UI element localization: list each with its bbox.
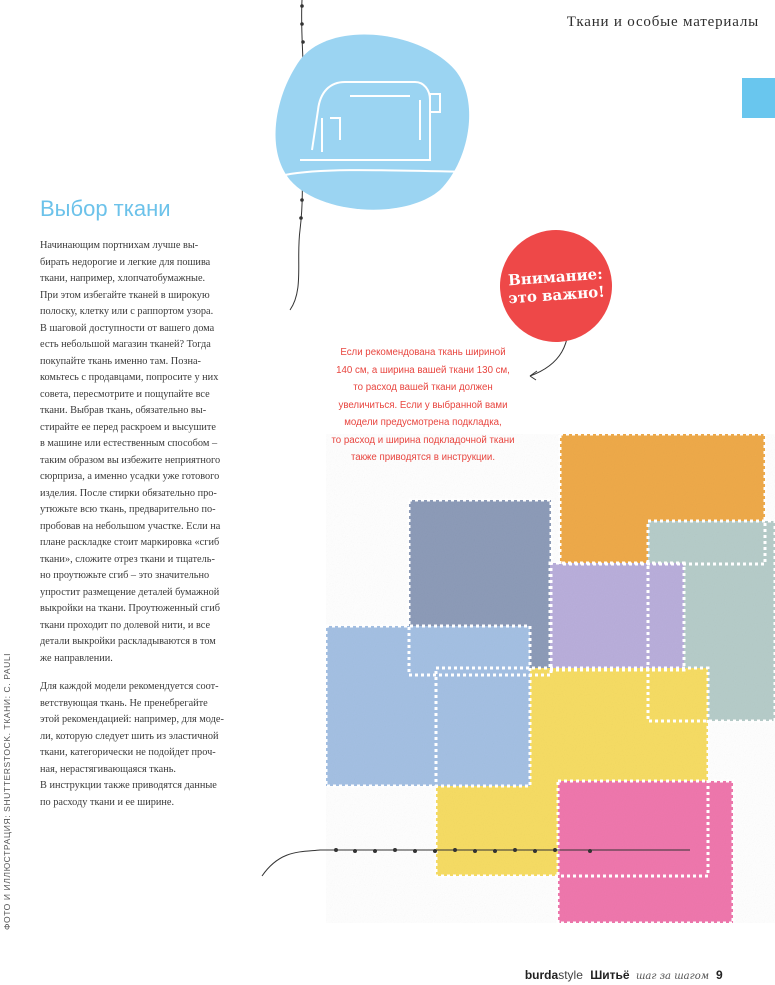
text-line: выкройки на ткани. Проутюженный сгиб [40,603,220,614]
note-line: Если рекомендована ткань шириной [340,347,506,358]
photo-credit: ФОТО И ИЛЛЮСТРАЦИЯ: SHUTTERSTOCK. ТКАНИ: С. PAULI [2,652,12,930]
badge-line-1: Внимание: [507,264,604,290]
article-heading: Выбор ткани [40,196,171,221]
text-line: в машине или естественным способом – [40,438,218,449]
text-line: В шаговой доступности от вашего дома [40,322,215,334]
text-line: ли, которую следует шить из эластичной [40,730,219,742]
text-line: совета, пересмотрите и пощупайте все [40,388,210,400]
text-line: В инструкции также приводятся данные [40,780,217,791]
fabric-swatch-blue [326,626,530,786]
text-line: плане раскладке стоит маркировка «сгиб [40,537,220,548]
article-body [40,238,254,823]
text-line: ткани. Выбрав ткань, обязательно вы- [40,405,207,416]
text-line: пробовав на небольшом участке. Если на [40,520,221,532]
text-line: по расходу ткани и ее ширине. [40,796,175,808]
note-line: то расход и ширина подкладочной ткани [331,434,515,446]
text-line: сюрприза, а именно усадки уже готового [40,471,220,482]
note-line: также приводятся в инструкции. [350,452,496,463]
badge-line-2: это важно! [507,282,606,308]
paragraph-1 [40,238,254,667]
text-line: ткани, категорически не подойдет проч- [40,747,216,758]
text-line: есть небольшой магазин тканей? Тогда [40,339,211,350]
series-subtitle: шаг за шагом [635,971,709,982]
page-number: 9 [716,968,723,982]
text-line: Для каждой модели рекомендуется соот- [40,681,219,692]
series-title: Шитьё [590,968,630,982]
text-line: Начинающим портнихам лучше вы- [40,240,199,251]
note-line: модели предусмотрена подкладка, [344,417,502,428]
footer-brand [525,968,709,982]
text-line: изделия. После стирки обязательно про- [40,487,217,499]
note-line: то расход вашей ткани должен [353,382,493,393]
text-line: бирать недорогие и легкие для пошива [40,256,211,268]
sewing-machine-illustration [276,35,470,210]
text-line: этой рекомендацией: например, для моде- [40,714,224,725]
paragraph-2 [40,679,254,811]
note-line: увеличиться. Если у выбранной вами [338,399,508,411]
important-note [303,344,543,467]
text-line: но проутюжьте сгиб – это значительно [40,570,210,581]
text-line: утюжьте всю ткань, предварительно по- [40,504,216,515]
text-line: ткани», сложите отрез ткани и тщатель- [40,553,215,565]
text-line: же направлении. [40,652,113,664]
text-line: полоску, клетку или с раппортом узора. [40,306,214,317]
section-title: Ткани и особые материалы [566,14,759,30]
text-line: При этом избегайте тканей в широкую [40,289,210,301]
text-line: детали выкройки раскладываются в том [40,636,216,647]
brand-burda: burda [524,968,559,982]
text-line: ткани проходит по долевой нити, и все [40,619,211,631]
text-line: упростит размещение деталей бумажной [40,586,220,598]
note-line: 140 см, а ширина вашей ткани 130 см, [336,364,510,376]
corner-tab [742,78,775,118]
text-line: таким образом вы избежите неприятного [40,454,221,466]
text-line: покупайте ткань именно там. Позна- [40,355,201,367]
text-line: стирайте ее перед раскроем и высушите [40,421,216,433]
text-line: ветствующая ткань. Не пренебрегайте [40,697,208,709]
brand-style: style [558,968,583,982]
text-line: комьтесь с продавцами, попросите у них [40,372,219,383]
text-line: ная, нерастягивающаяся ткань. [40,763,176,775]
text-line: ткани, например, хлопчатобумажные. [40,273,206,284]
fabric-swatch-lavender [550,563,684,670]
